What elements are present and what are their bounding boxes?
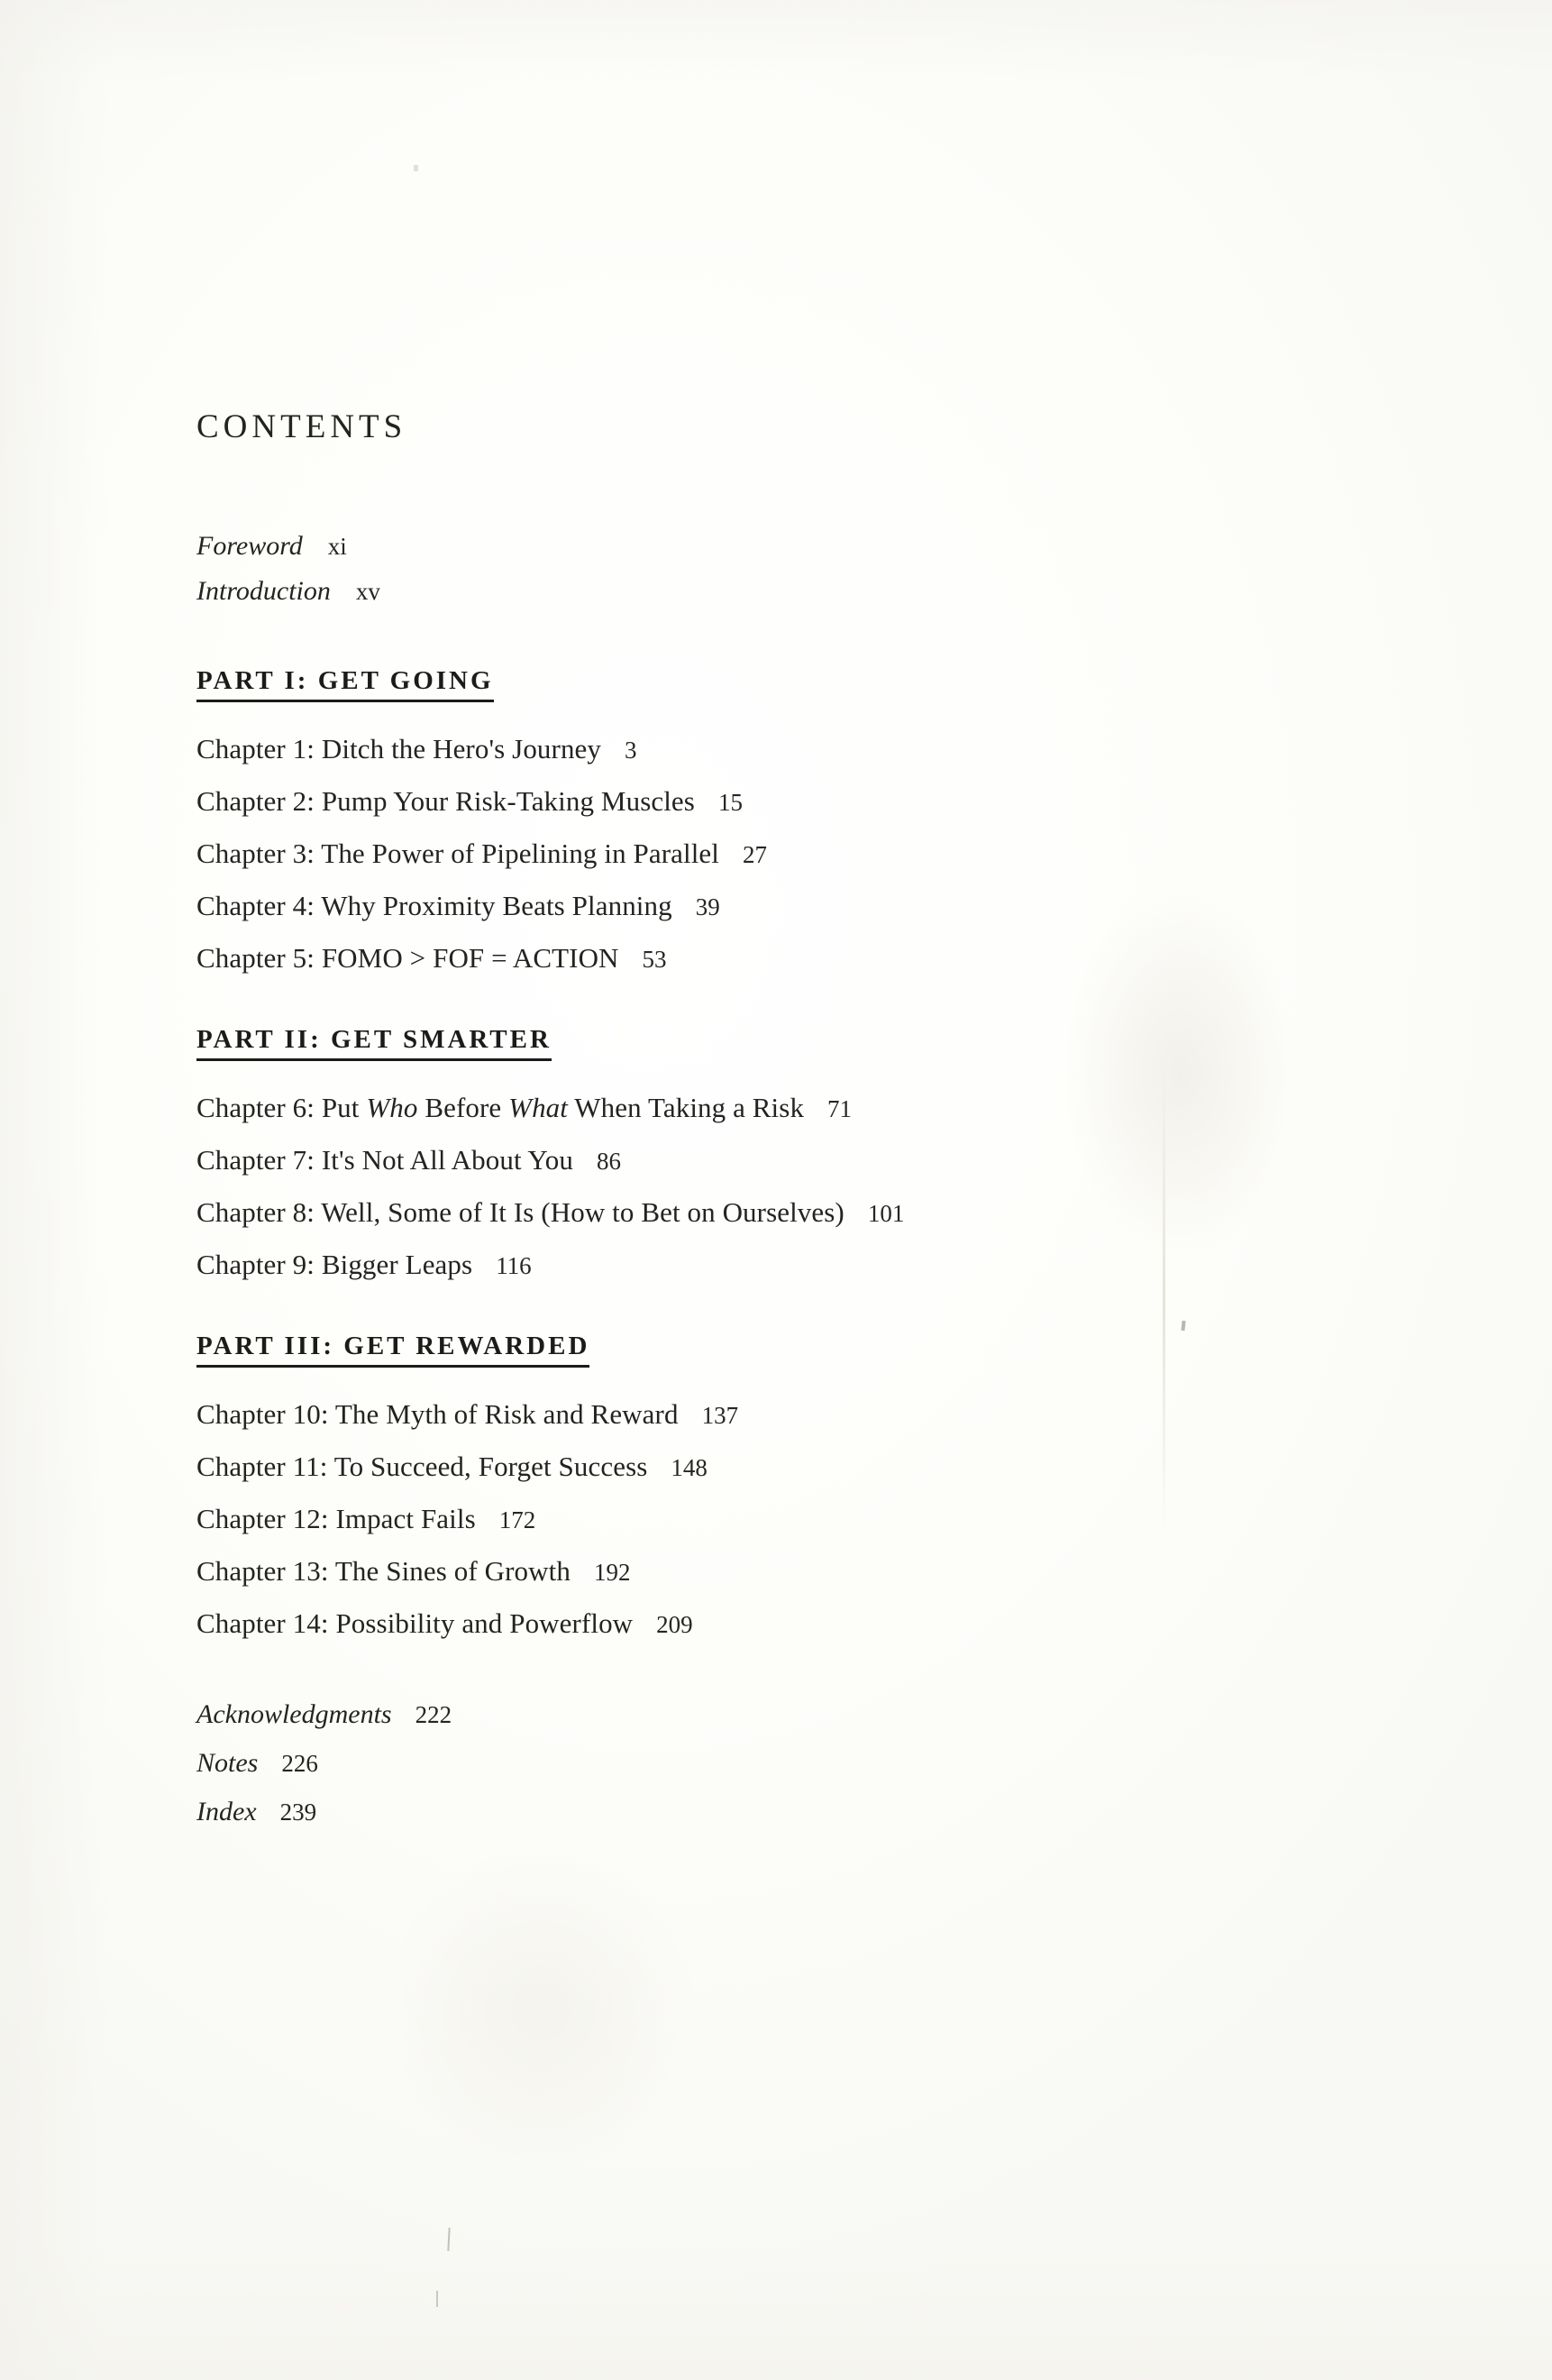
- part-heading: PART II: GET SMARTER: [196, 1025, 552, 1061]
- chapter-entry[interactable]: [196, 1092, 1368, 1124]
- chapter-title: Chapter 13: The Sines of Growth: [196, 1555, 571, 1587]
- back-matter-label: Notes: [196, 1748, 259, 1778]
- chapter-entry[interactable]: [196, 838, 1368, 870]
- chapter-entry[interactable]: [196, 1144, 1368, 1176]
- chapter-title: Chapter 12: Impact Fails: [196, 1503, 476, 1534]
- chapter-title: Chapter 5: FOMO > FOF = ACTION: [196, 942, 619, 974]
- chapter-page-number: 192: [593, 1559, 631, 1586]
- chapter-page-number: 116: [496, 1252, 532, 1279]
- chapter-entry[interactable]: [196, 1607, 1368, 1640]
- chapter-page-number: 137: [701, 1402, 739, 1429]
- part-heading: PART III: GET REWARDED: [196, 1332, 589, 1368]
- back-matter-entry[interactable]: [196, 1748, 1368, 1779]
- chapter-page-number: 148: [671, 1454, 708, 1481]
- chapter-entry[interactable]: [196, 733, 1368, 765]
- front-matter-entry[interactable]: [196, 533, 1368, 560]
- back-matter-list: [196, 1699, 1368, 1827]
- part-section-2: [196, 1025, 1368, 1281]
- chapter-title: Chapter 10: The Myth of Risk and Reward: [196, 1398, 679, 1430]
- chapter-title: Chapter 3: The Power of Pipelining in Parallel: [196, 838, 720, 869]
- chapter-title: Chapter 2: Pump Your Risk-Taking Muscles: [196, 785, 695, 817]
- chapter-title: Chapter 9: Bigger Leaps: [196, 1249, 473, 1280]
- chapter-title: Chapter 4: Why Proximity Beats Planning: [196, 890, 672, 921]
- front-matter-entry[interactable]: [196, 578, 1368, 605]
- contents-container: [196, 407, 1368, 1827]
- chapter-entry[interactable]: [196, 1451, 1368, 1483]
- chapter-entry[interactable]: [196, 785, 1368, 818]
- chapter-entry[interactable]: [196, 1398, 1368, 1431]
- back-matter-entry[interactable]: [196, 1699, 1368, 1730]
- chapter-title: Chapter 11: To Succeed, Forget Success: [196, 1451, 648, 1482]
- front-matter-label: Foreword: [196, 531, 303, 561]
- back-matter-page-number: 222: [415, 1701, 452, 1728]
- chapter-entry[interactable]: [196, 1503, 1368, 1535]
- front-matter-list: [196, 533, 1368, 605]
- chapter-page-number: 209: [656, 1611, 693, 1638]
- front-matter-page-number: xv: [355, 578, 380, 605]
- back-matter-label: Index: [196, 1797, 257, 1826]
- part-section-1: [196, 666, 1368, 975]
- chapter-page-number: 71: [827, 1095, 853, 1122]
- chapter-page-number: 53: [642, 946, 667, 973]
- chapter-title: Chapter 7: It's Not All About You: [196, 1144, 573, 1176]
- chapter-page-number: 27: [743, 841, 768, 868]
- chapter-entry[interactable]: [196, 890, 1368, 922]
- front-matter-label: Introduction: [196, 576, 331, 606]
- part-section-3: [196, 1332, 1368, 1640]
- chapter-entry[interactable]: [196, 1555, 1368, 1588]
- part-heading: PART I: GET GOING: [196, 666, 494, 702]
- chapter-title: Chapter 14: Possibility and Powerflow: [196, 1607, 634, 1639]
- chapter-page-number: 172: [498, 1506, 536, 1533]
- chapter-page-number: 3: [625, 737, 637, 764]
- chapter-page-number: 39: [695, 893, 720, 920]
- chapter-entry[interactable]: [196, 1249, 1368, 1281]
- chapter-page-number: 101: [867, 1200, 905, 1227]
- chapter-title: Chapter 6: Put Who Before What When Taking a Risk: [196, 1092, 805, 1123]
- back-matter-page-number: 239: [279, 1799, 317, 1826]
- back-matter-page-number: 226: [281, 1750, 318, 1777]
- chapter-title: Chapter 8: Well, Some of It Is (How to Bet on Ourselves): [196, 1196, 844, 1228]
- chapter-entry[interactable]: [196, 942, 1368, 975]
- page-title: CONTENTS: [196, 408, 407, 445]
- back-matter-entry[interactable]: [196, 1797, 1368, 1827]
- chapter-entry[interactable]: [196, 1196, 1368, 1229]
- chapter-page-number: 15: [717, 789, 743, 816]
- back-matter-label: Acknowledgments: [196, 1699, 392, 1729]
- front-matter-page-number: xi: [327, 533, 347, 560]
- chapter-title: Chapter 1: Ditch the Hero's Journey: [196, 733, 602, 764]
- chapter-page-number: 86: [596, 1148, 621, 1175]
